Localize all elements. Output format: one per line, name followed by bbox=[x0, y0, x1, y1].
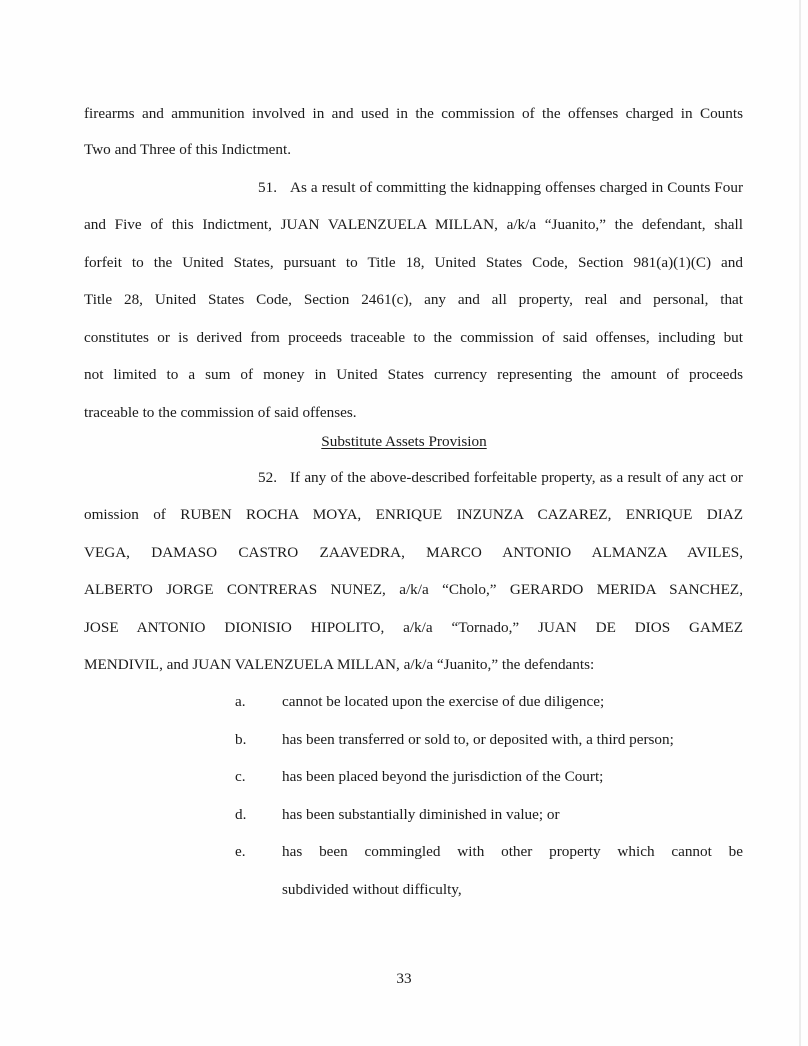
paragraph-51-line: traceable to the commission of said offenses. bbox=[84, 404, 357, 421]
paragraph-number-51: 51. bbox=[258, 179, 277, 196]
continuation-line: Two and Three of this Indictment. bbox=[84, 141, 292, 158]
paragraph-52-line: MENDIVIL, and JUAN VALENZUELA MILLAN, a/k/a “Juanito,” the defendants: bbox=[84, 656, 595, 673]
list-item-text: has been placed beyond the jurisdiction of the Court; bbox=[282, 768, 604, 785]
paragraph-52-line: VEGA, DAMASO CASTRO ZAAVEDRA, MARCO ANTONIO ALMANZA AVILES, bbox=[84, 544, 743, 561]
paragraph-51-line: and Five of this Indictment, JUAN VALENZUELA MILLAN, a/k/a “Juanito,” the defendant, shall bbox=[84, 216, 743, 233]
paragraph-52-line: omission of RUBEN ROCHA MOYA, ENRIQUE INZUNZA CAZAREZ, ENRIQUE DIAZ bbox=[84, 506, 743, 523]
page-edge-divider bbox=[799, 0, 801, 1046]
list-item-letter: b. bbox=[235, 731, 247, 748]
list-item-text: has been transferred or sold to, or deposited with, a third person; bbox=[282, 731, 674, 748]
paragraph-51-line: Title 28, United States Code, Section 2461(c), any and all property, real and personal, that bbox=[84, 291, 743, 308]
list-item-letter: d. bbox=[235, 806, 247, 823]
section-heading bbox=[0, 432, 808, 452]
paragraph-number-52: 52. bbox=[258, 469, 277, 486]
list-item-text: has been substantially diminished in value; or bbox=[282, 806, 560, 823]
paragraph-52-line: ALBERTO JORGE CONTRERAS NUNEZ, a/k/a “Cholo,” GERARDO MERIDA SANCHEZ, bbox=[84, 581, 743, 598]
list-item-letter: e. bbox=[235, 843, 246, 860]
paragraph-51-line: constitutes or is derived from proceeds traceable to the commission of said offenses, including but bbox=[84, 329, 743, 346]
paragraph-51-line: forfeit to the United States, pursuant to Title 18, United States Code, Section 981(a)(1)(C) and bbox=[84, 254, 743, 271]
paragraph-52-first-line: If any of the above-described forfeitable property, as a result of any act or bbox=[290, 469, 743, 486]
paragraph-51-line: not limited to a sum of money in United States currency representing the amount of proceeds bbox=[84, 366, 743, 383]
list-item-text: has been commingled with other property which cannot be bbox=[282, 843, 743, 860]
section-heading-text: Substitute Assets Provision bbox=[321, 433, 487, 450]
paragraph-51-first-line: As a result of committing the kidnapping offenses charged in Counts Four bbox=[290, 179, 743, 196]
paragraph-52-line: JOSE ANTONIO DIONISIO HIPOLITO, a/k/a “Tornado,” JUAN DE DIOS GAMEZ bbox=[84, 619, 743, 636]
list-item-letter: c. bbox=[235, 768, 246, 785]
list-item-text: cannot be located upon the exercise of due diligence; bbox=[282, 693, 605, 710]
page-number: 33 bbox=[396, 970, 412, 987]
list-item-continuation: subdivided without difficulty, bbox=[282, 881, 462, 898]
continuation-line: firearms and ammunition involved in and used in the commission of the offenses charged in Counts bbox=[84, 105, 743, 122]
list-item-letter: a. bbox=[235, 693, 246, 710]
